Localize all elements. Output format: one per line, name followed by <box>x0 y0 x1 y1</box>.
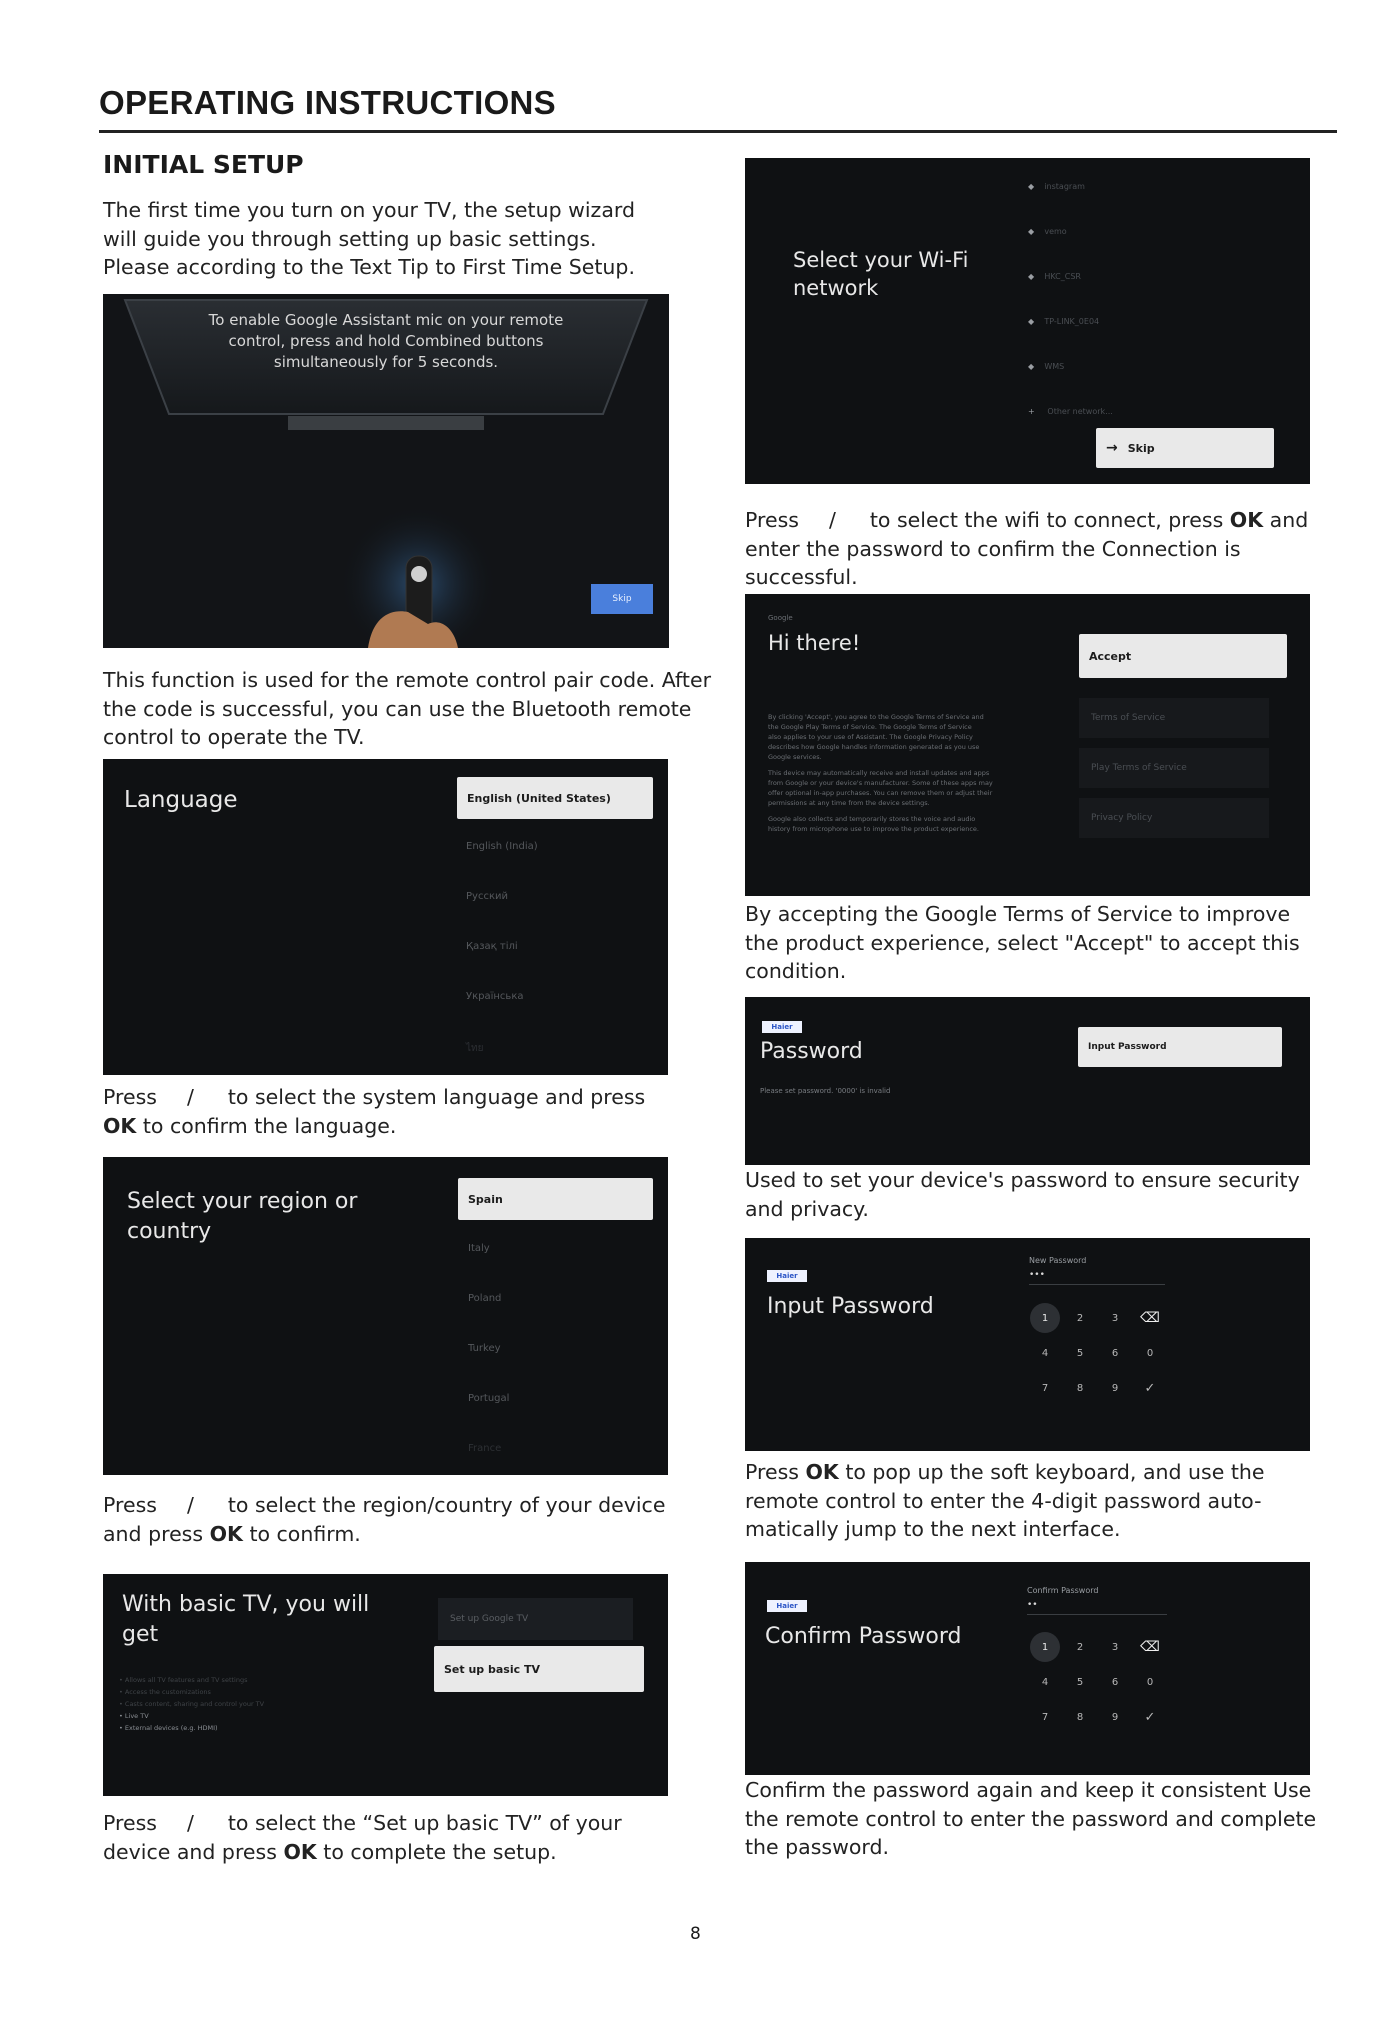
keypad-key[interactable]: 5 <box>1076 1347 1084 1359</box>
new-password-field[interactable]: ••• <box>1029 1270 1165 1285</box>
google-brand: Google <box>768 614 793 622</box>
language-option[interactable]: ไทย <box>466 1043 484 1054</box>
keypad-key[interactable]: 3 <box>1111 1312 1119 1324</box>
backspace-icon[interactable]: ⌫ <box>1140 1639 1160 1655</box>
new-password-label: New Password <box>1029 1256 1087 1265</box>
remote-pairing-screenshot <box>103 294 669 648</box>
keypad-key[interactable]: 1 <box>1030 1303 1060 1333</box>
keypad-key[interactable]: 9 <box>1111 1382 1119 1394</box>
wifi-skip-button[interactable]: → Skip <box>1096 428 1274 468</box>
keypad-key[interactable]: 1 <box>1030 1632 1060 1662</box>
region-screenshot <box>103 1157 668 1475</box>
wifi-title: Select your Wi-Fi network <box>793 248 969 300</box>
keypad-key[interactable]: 0 <box>1146 1676 1154 1688</box>
input-password-screenshot <box>745 1238 1310 1451</box>
basic-tv-screenshot <box>103 1574 668 1796</box>
wifi-icon: ◆ <box>1028 272 1035 281</box>
basic-tv-text: Press / to select the “Set up basic TV” of your device and press OK to complete the setup. <box>103 1811 622 1864</box>
keypad-key[interactable]: 4 <box>1041 1347 1049 1359</box>
language-title: Language <box>124 787 238 813</box>
haier-logo: Haier <box>762 1021 802 1033</box>
language-option[interactable]: English (India) <box>466 841 538 852</box>
terms-screenshot <box>745 594 1310 896</box>
input-password-text: Press OK to pop up the soft keyboard, and use the remote control to enter the 4-digit password auto- matically jump to the next interface. <box>745 1460 1265 1541</box>
password-title: Password <box>760 1039 863 1064</box>
keypad-key[interactable]: 8 <box>1076 1382 1084 1394</box>
language-text: Press / to select the system language and press OK to confirm the language. <box>103 1085 646 1138</box>
language-option-selected[interactable]: English (United States) <box>457 777 653 819</box>
keypad-key[interactable]: 7 <box>1041 1711 1049 1723</box>
region-option[interactable]: Portugal <box>468 1393 510 1404</box>
plus-icon: + <box>1028 407 1035 416</box>
accept-button[interactable]: Accept <box>1079 634 1287 678</box>
check-icon[interactable]: ✓ <box>1144 1709 1156 1725</box>
wifi-screenshot <box>745 158 1310 484</box>
confirm-password-field[interactable]: •• <box>1027 1600 1167 1615</box>
page-number: 8 <box>690 1924 701 1944</box>
keypad-key[interactable]: 7 <box>1041 1382 1049 1394</box>
language-screenshot <box>103 759 668 1075</box>
intro-text: The first time you turn on your TV, the setup wizard will guide you through setting up basic settings. Please according to the Text Tip to First Time Setup. <box>103 198 635 279</box>
password-hint: Please set password. '0000' is invalid <box>760 1087 891 1095</box>
keypad-key[interactable]: 9 <box>1111 1711 1119 1723</box>
input-password-button[interactable]: Input Password <box>1078 1027 1282 1067</box>
wifi-icon: ◆ <box>1028 182 1035 191</box>
play-terms-button[interactable]: Play Terms of Service <box>1079 748 1269 788</box>
wifi-icon: ◆ <box>1028 227 1035 236</box>
terms-of-service-button[interactable]: Terms of Service <box>1079 698 1269 738</box>
language-option[interactable]: Русский <box>466 891 508 902</box>
keypad-key[interactable]: 8 <box>1076 1711 1084 1723</box>
page-title: OPERATING INSTRUCTIONS <box>99 84 556 121</box>
section-heading: INITIAL SETUP <box>103 150 304 179</box>
language-option[interactable]: Українська <box>466 991 524 1002</box>
region-title: Select your region or country <box>127 1189 358 1244</box>
wifi-network-item[interactable]: + Other network... <box>1028 407 1113 416</box>
privacy-policy-button[interactable]: Privacy Policy <box>1079 798 1269 838</box>
pair-text: This function is used for the remote control pair code. After the code is successful, you can use the Bluetooth remote control to operate the TV. <box>103 668 711 749</box>
terms-title: Hi there! <box>768 631 861 655</box>
password-text: Used to set your device's password to ensure security and privacy. <box>745 1168 1300 1221</box>
input-password-title: Input Password <box>767 1294 934 1319</box>
keypad-key[interactable]: 6 <box>1111 1676 1119 1688</box>
haier-logo: Haier <box>767 1270 807 1282</box>
wifi-network-item[interactable]: ◆ HKC_CSR <box>1028 272 1081 281</box>
keypad-key[interactable]: 3 <box>1111 1641 1119 1653</box>
keypad-key[interactable]: 4 <box>1041 1676 1049 1688</box>
region-option[interactable]: France <box>468 1443 502 1454</box>
keypad-key[interactable]: 6 <box>1111 1347 1119 1359</box>
region-option[interactable]: Turkey <box>468 1343 501 1354</box>
setup-basic-tv-option[interactable]: Set up basic TV <box>434 1646 644 1692</box>
password-screenshot <box>745 997 1310 1165</box>
keypad-key[interactable]: 2 <box>1076 1641 1084 1653</box>
keypad-key[interactable]: 5 <box>1076 1676 1084 1688</box>
language-option[interactable]: Қазақ тілі <box>466 941 518 952</box>
keypad-key[interactable]: 0 <box>1146 1347 1154 1359</box>
wifi-network-item[interactable]: ◆ TP-LINK_0E04 <box>1028 317 1100 326</box>
confirm-password-screenshot <box>745 1562 1310 1775</box>
wifi-icon: ◆ <box>1028 362 1035 371</box>
confirm-password-label: Confirm Password <box>1027 1586 1099 1595</box>
wifi-network-item[interactable]: ◆ instagram <box>1028 182 1085 191</box>
basic-tv-title: With basic TV, you will get <box>122 1592 370 1647</box>
keypad-key[interactable]: 2 <box>1076 1312 1084 1324</box>
terms-text: By accepting the Google Terms of Service to improve the product experience, select "Accept" to accept this condition. <box>745 902 1300 983</box>
skip-button[interactable]: Skip <box>591 584 653 614</box>
wifi-network-item[interactable]: ◆ vemo <box>1028 227 1067 236</box>
confirm-password-text: Confirm the password again and keep it consistent Use the remote control to enter the password and complete the password. <box>745 1778 1317 1859</box>
wifi-text: Press / to select the wifi to connect, press OK and enter the password to confirm the Connection is successful. <box>745 508 1309 589</box>
region-text: Press / to select the region/country of your device and press OK to confirm. <box>103 1493 666 1546</box>
region-option[interactable]: Poland <box>468 1293 502 1304</box>
haier-logo: Haier <box>767 1600 807 1612</box>
wifi-icon: ◆ <box>1028 317 1035 326</box>
arrow-right-icon: → <box>1106 440 1118 456</box>
setup-google-tv-option[interactable]: Set up Google TV <box>438 1598 633 1640</box>
wifi-network-item[interactable]: ◆ WMS <box>1028 362 1065 371</box>
check-icon[interactable]: ✓ <box>1144 1380 1156 1396</box>
terms-body: By clicking 'Accept', you agree to the Google Terms of Service and the Google Play Terms of Service. The Google Terms of Service also applies to your use of Assistant. The Google Privacy Policy describes how Google handles information generated as you use Google services. This device may automatically receive and install updates and apps from Google or your device's manufacturer. Some of these apps may offer optional in-app purchases. You can remove them or adjust their permissions at any time from the device settings. Google also collects and temporarily stores the voice and audio history from microphone use to improve the product experience. <box>768 713 993 833</box>
confirm-password-title: Confirm Password <box>765 1624 962 1649</box>
region-option[interactable]: Italy <box>468 1243 490 1254</box>
basic-tv-bullets: • Allows all TV features and TV settings • Access the customizations • Casts content, sharing and control your TV • Live TV • External devices (e.g. HDMI) <box>119 1676 265 1732</box>
remote-message: To enable Google Assistant mic on your remote control, press and hold Combined buttons simultaneously for 5 seconds. <box>208 311 564 371</box>
region-option-selected[interactable]: Spain <box>458 1178 653 1220</box>
backspace-icon[interactable]: ⌫ <box>1140 1310 1160 1326</box>
header-rule <box>99 130 1337 133</box>
wifi-network-list <box>1028 164 1113 434</box>
